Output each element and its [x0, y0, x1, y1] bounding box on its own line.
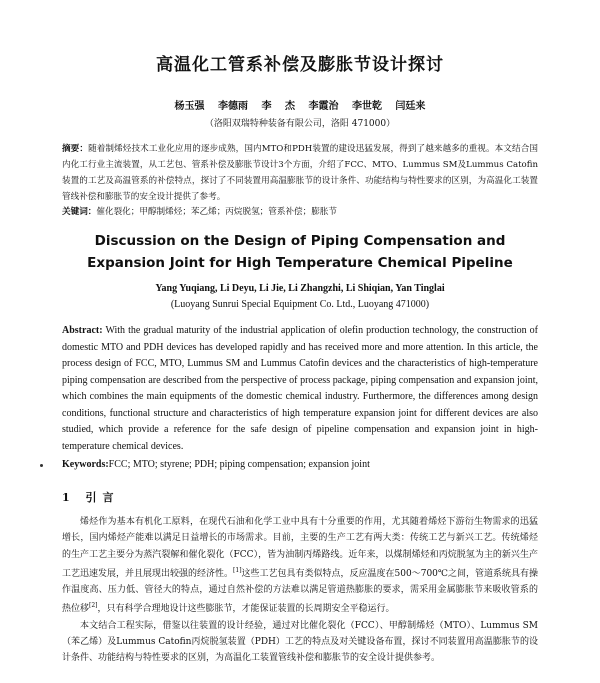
- english-authors: Yang Yuqiang, Li Deyu, Li Jie, Li Zhangzhi, Li Shiqian, Yan Tinglai: [155, 283, 445, 294]
- section-1-heading: [62, 489, 120, 505]
- chinese-abstract-text: 随着制烯烃技术工业化应用的逐步成熟，国内MTO和PDH装置的建设迅猛发展，得到了越来越多的重视。本文结合国内化工行业主流装置，从工艺包、管系补偿及膨胀节设计3个方面，介绍了FCC、MTO、Lummus SM及Lummus Catofin装置的工艺及高温管系的补偿特点，探讨了不同装置用高温膨胀节的设计条件、功能结构与特性要求的区别，为高温化工装置管线补偿和膨胀节的安全设计提供了参考。: [62, 144, 538, 202]
- english-abstract-label: Abstract:: [62, 325, 103, 336]
- citation-1: [1]: [233, 566, 242, 574]
- chinese-authors: 杨玉强 李德雨 李 杰 李霞治 李世乾 闫廷来: [174, 101, 426, 112]
- chinese-keywords-text: 催化裂化；甲醇制烯烃；苯乙烯；丙烷脱氢；管系补偿；膨胀节: [96, 207, 338, 217]
- chinese-keywords-label: 关键词：: [62, 207, 97, 217]
- paragraph-1: [62, 514, 538, 618]
- section-1-body: [62, 514, 538, 667]
- margin-dot: [40, 464, 43, 467]
- english-title-line-1: Discussion on the Design of Piping Compensation and: [94, 233, 506, 249]
- paragraph-1-part-c: ，只有科学合理地设计这些膨胀节，才能保证装置的长周期安全平稳运行。: [97, 604, 395, 615]
- citation-2: [2]: [89, 602, 98, 610]
- english-abstract-text: With the gradual maturity of the industrial application of olefin production technology, the construction of domestic MTO and PDH devices has developed rapidly and has received more and more attention. In this article, the process design of FCC, MTO, Lummus SM and Lummus Catofin devices and the characteristics of high-temperature piping compensation are described from the perspective of process package, piping compensation and expansion joint, which combines the main equipments of the domestic chemical industry. Furthermore, the differences among design conditions, functional structure and characteristics of high temperature expansion joint for different devices are also studied, which provide a reference for the safe design of pipeline compensation and expansion joint in high-temperature chemical devices.: [62, 325, 538, 452]
- english-keywords-text: FCC; MTO; styrene; PDH; piping compensation; expansion joint: [108, 459, 370, 470]
- english-affiliation: (Luoyang Sunrui Special Equipment Co. Ltd., Luoyang 471000): [170, 299, 430, 310]
- chinese-abstract-label: 摘要：: [62, 144, 89, 154]
- section-title: 引言: [85, 491, 120, 504]
- chinese-keywords: [62, 205, 538, 219]
- english-abstract: [62, 323, 538, 455]
- section-number: 1: [62, 491, 76, 504]
- chinese-abstract: [62, 141, 538, 205]
- english-keywords: [62, 459, 538, 470]
- chinese-title: 高温化工管系补偿及膨胀节设计探讨: [156, 55, 444, 75]
- english-title-line-2: Expansion Joint for High Temperature Chemical Pipeline: [87, 255, 513, 271]
- paragraph-2: 本文结合工程实际，借鉴以往装置的设计经验，通过对比催化裂化（FCC）、甲醇制烯烃（MTO）、Lummus SM（苯乙烯）及Lummus Catofin丙烷脱氢装置（PDH）工艺的特点及对关键设备布置，探讨不同装置用高温膨胀节的设计条件、功能结构与特性要求的区别，为高温化工装置管线补偿和膨胀节的安全设计提供参考。: [62, 620, 538, 664]
- paragraph-1-part-b: 这些工艺包具有类似特点，反应温度在500～700℃之间，管道系统具有操作温度高、压力低、管径大的特点，通过自然补偿的方法难以满足管道热膨胀的要求，需采用金属膨胀节来吸收管系的热位移: [62, 568, 538, 615]
- english-title: [0, 230, 600, 274]
- english-keywords-label: Keywords:: [62, 459, 109, 470]
- paragraph-1-part-a: 烯烃作为基本有机化工原料，在现代石油和化学工业中具有十分重要的作用，尤其随着烯烃下游衍生物需求的迅猛增长，国内烯烃产能难以满足日益增长的市场需求。目前，主要的生产工艺有两大类：传统工艺与新兴工艺。传统烯烃的生产工艺主要分为蒸汽裂解和催化裂化（FCC），皆为油制丙烯路线。近年来，以煤制烯烃和丙烷脱氢为主的新兴生产工艺迅速发展，并且展现出较强的经济性。: [62, 517, 538, 579]
- chinese-affiliation: （洛阳双瑞特种装备有限公司，洛阳 471000）: [204, 119, 396, 129]
